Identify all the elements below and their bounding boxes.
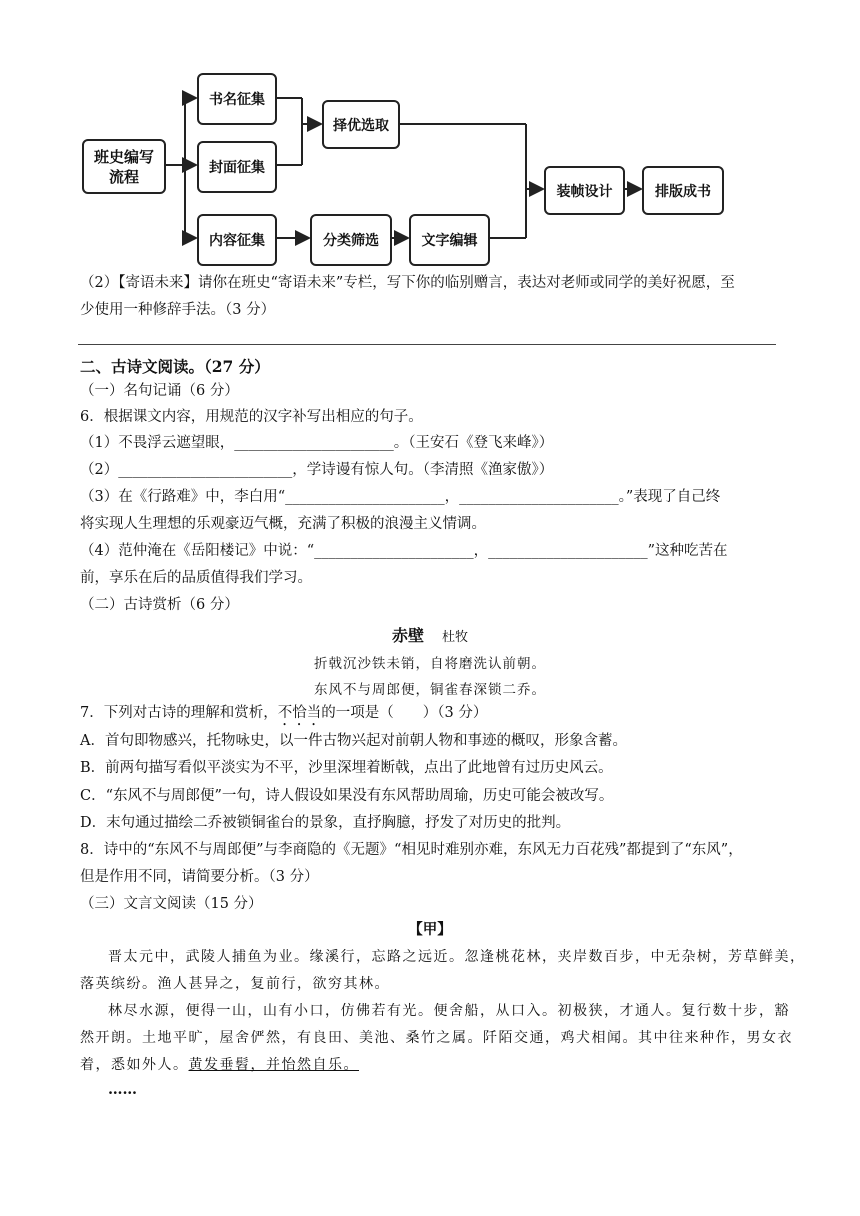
passage-jia-label: 【甲】 bbox=[408, 921, 452, 938]
passage-p1-line1: 晋太元中，武陵人捕鱼为业。缘溪行，忘路之远近。忽逢桃花林，夹岸数百步，中无杂树，芳草鲜美， bbox=[108, 949, 806, 965]
flow-book-name-box: 书名征集 bbox=[197, 73, 277, 125]
poem-line2: 东风不与周郎便，铜雀春深锁二乔。 bbox=[314, 682, 546, 698]
poem-heading bbox=[0, 623, 860, 646]
passage-p2-line1: 林尽水源，便得一山，山有小口，仿佛若有光。便舍船，从口入。初极狭，才通人。复行数十步，豁 bbox=[108, 1003, 790, 1019]
q2-line1: （2）【寄语未来】请你在班史“寄语未来”专栏，写下你的临别赠言，表达对老师或同学的美好祝愿，至 bbox=[80, 275, 735, 291]
q2-line2: 少使用一种修辞手法。（3 分） bbox=[80, 302, 276, 318]
passage-ellipsis: …… bbox=[108, 1081, 137, 1098]
passage-underlined-sentence: 黄发垂髫，并怡然自乐。 bbox=[188, 1057, 359, 1073]
q6-item3-line1: （3）在《行路难》中，李白用“______________________，______________________。”表现了自己终 bbox=[80, 489, 721, 505]
flow-cover-box: 封面征集 bbox=[197, 141, 277, 193]
answer-line bbox=[78, 344, 776, 345]
passage-p1-line2: 落英缤纷。渔人甚异之，复前行，欲穷其林。 bbox=[80, 976, 390, 992]
q8-line1: 8．诗中的“东风不与周郎便”与李商隐的《无题》“相见时难别亦难，东风无力百花残”都提到了“东风”， bbox=[80, 842, 743, 858]
q6-item4-line1: （4）范仲淹在《岳阳楼记》中说：“______________________，______________________”这种吃苦在 bbox=[80, 543, 728, 559]
passage-p2-plain: 着，悉如外人。 bbox=[80, 1057, 189, 1073]
q7-option-a: A．首句即物感兴，托物咏史，以一件古物兴起对前朝人物和事迹的概叹，形象含蓄。 bbox=[80, 733, 627, 749]
flow-select-box: 择优选取 bbox=[322, 100, 400, 149]
flow-edit-box: 文字编辑 bbox=[409, 214, 490, 266]
q6-item1: （1）不畏浮云遮望眼，______________________。（王安石《登飞来峰》） bbox=[80, 435, 554, 451]
q7-suffix: 的一项是（ ）（3 分） bbox=[321, 705, 488, 721]
q7-option-b: B．前两句描写看似平淡实为不平，沙里深埋着断戟，点出了此地曾有过历史风云。 bbox=[80, 760, 613, 776]
flow-content-box: 内容征集 bbox=[197, 214, 277, 266]
q6-item4-line2: 前，享乐在后的品质值得我们学习。 bbox=[80, 570, 312, 586]
part3-title: （三）文言文阅读（15 分） bbox=[80, 896, 263, 912]
q7-option-d: D．末句通过描绘二乔被锁铜雀台的景象，直抒胸臆，抒发了对历史的批判。 bbox=[80, 815, 571, 831]
part1-title: （一）名句记诵（6 分） bbox=[80, 383, 239, 399]
flow-typeset-box: 排版成书 bbox=[642, 166, 724, 215]
poem-title: 赤壁 bbox=[391, 626, 424, 645]
flow-classify-box: 分类筛选 bbox=[310, 214, 392, 266]
passage-p2-line2: 然开朗。土地平旷，屋舍俨然，有良田、美池、桑竹之属。阡陌交通，鸡犬相闻。其中往来种作，男女衣 bbox=[80, 1030, 793, 1046]
q7-option-c: C．“东风不与周郎便”一句，诗人假设如果没有东风帮助周瑜，历史可能会被改写。 bbox=[80, 788, 614, 804]
q6-instruction: 6．根据课文内容，用规范的汉字补写出相应的句子。 bbox=[80, 409, 423, 425]
q6-item3-line2: 将实现人生理想的乐观豪迈气概，充满了积极的浪漫主义情调。 bbox=[80, 516, 486, 532]
passage-p2-line3 bbox=[80, 1054, 359, 1074]
poem-line1: 折戟沉沙铁未销，自将磨洗认前朝。 bbox=[314, 656, 546, 672]
q7-prefix: 7．下列对古诗的理解和赏析， bbox=[80, 705, 278, 721]
flow-start-box: 班史编写 流程 bbox=[82, 139, 166, 194]
q6-item2: （2）________________________，学诗谩有惊人句。（李清照《渔家傲》） bbox=[80, 462, 554, 478]
flow-binding-box: 装帧设计 bbox=[544, 166, 625, 215]
poem-author: 杜牧 bbox=[442, 630, 469, 645]
q8-line2: 但是作用不同，请简要分析。（3 分） bbox=[80, 869, 319, 885]
part2-title: （二）古诗赏析（6 分） bbox=[80, 597, 239, 613]
section2-title: 二、古诗文阅读。（27 分） bbox=[80, 357, 270, 376]
q7-stem bbox=[80, 703, 487, 729]
q7-emphasis: 不恰当 bbox=[277, 705, 322, 721]
